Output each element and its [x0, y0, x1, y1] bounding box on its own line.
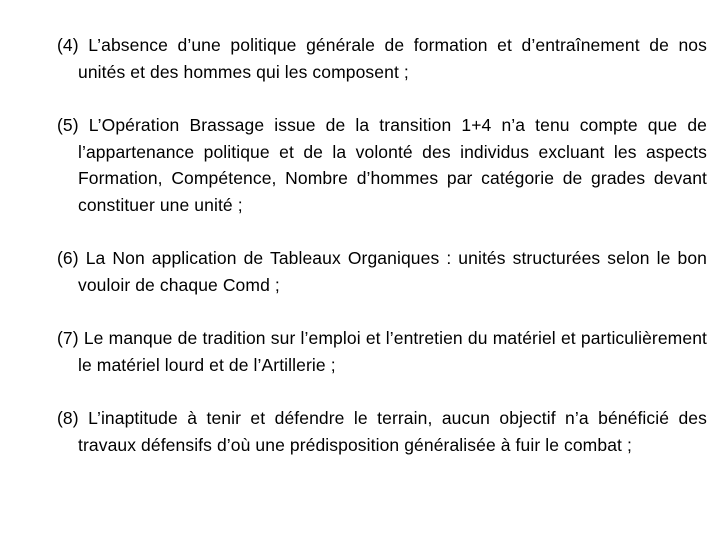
list-item-4: (4) L’absence d’une politique générale de formation et d’entraînement de nos unités et des hommes qui les composent ;: [57, 35, 707, 82]
list-item-7: (7) Le manque de tradition sur l’emploi et l’entretien du matériel et particulièrement le matériel lourd et de l’Artillerie ;: [57, 328, 707, 375]
list-item-8: (8) L’inaptitude à tenir et défendre le terrain, aucun objectif n’a bénéficié des travaux défensifs d’où une prédisposition généralisée à fuir le combat ;: [57, 408, 707, 455]
list-item-5: (5) L’Opération Brassage issue de la transition 1+4 n’a tenu compte que de l’appartenance politique et de la volonté des individus excluant les aspects Formation, Compétence, Nombre d’hommes par catégorie de grades devant constituer une unité ;: [57, 115, 707, 215]
list-item-6: (6) La Non application de Tableaux Organiques : unités structurées selon le bon vouloir de chaque Comd ;: [57, 248, 707, 295]
document-body: [57, 32, 707, 485]
